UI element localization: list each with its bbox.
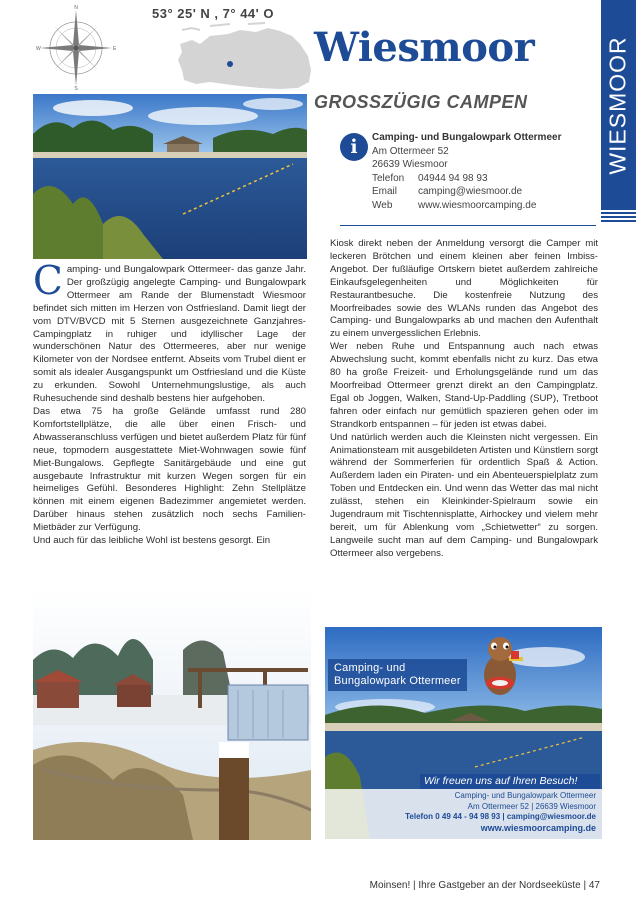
ad-address: Am Ottermeer 52 | 26639 Wiesmoor	[467, 801, 596, 811]
page-footer: Moinsen! | Ihre Gastgeber an der Nordseeküste | 47	[369, 880, 600, 891]
contact-label: Web	[372, 199, 393, 211]
article-paragraph: Das etwa 75 ha große Gelände umfasst rund 280 Komfortstellplätze, die alle über einen Frisch- und Abwasseranschluss verfügen und bietet außerdem Platz für fünf neue, topmodern ausgestattete Miet-Wohnwagen sowie fünf Miet-Bungalows. Gepflegte Sanitärgebäude und eine gut ausgebaute Infrastruktur mit kurzen Wegen sorgen für ein heimeliges Gefühl. Besonderes Highlight: Zehn Stellplätze können mit einem eigenen Badezimmer angemietet werden. Darüber hinaus stehen zusätzlich noch sechs Familien-Mietbäder zur Verfügung.	[33, 405, 306, 534]
region-map	[170, 22, 315, 90]
compass-letter-s: S	[74, 86, 78, 90]
ad-title-line: Camping- und	[334, 662, 406, 674]
page-subtitle: GROSSZÜGIG CAMPEN	[314, 92, 528, 112]
contact-label: Email	[372, 186, 398, 198]
advertisement	[325, 627, 602, 839]
article-paragraph: Wer neben Ruhe und Entspannung auch nach etwas Abwechslung sucht, kommt ebenfalls nicht zu kurz. Das etwa 80 ha große Freizeit- und Erholungsgelände rund um das Moorfreibad Ottermeer grenzt direkt an den Campingplatz. Egal ob Joggen, Walken, Stand-Up-Paddling (SUP), Tretboot fahren oder einfach nur gemütlich spazieren gehen oder im Strandkorb entspannen – für jeden ist etwas dabei.	[330, 341, 598, 430]
ad-contact	[325, 789, 602, 839]
compass-letter-n: N	[74, 5, 78, 11]
article-paragraph: Und auch für das leibliche Wohl ist bestens gesorgt. Ein	[33, 535, 271, 547]
contact-city: 26639 Wiesmoor	[372, 159, 448, 171]
article-paragraph	[33, 259, 306, 406]
winter-camp-photo	[33, 590, 311, 840]
ad-phone-email: Telefon 0 49 44 - 94 98 93 | camping@wiesmoor.de	[405, 812, 596, 821]
contact-web-link[interactable]: www.wiesmoorcamping.de	[418, 199, 537, 211]
ad-slogan: Wir freuen uns auf Ihren Besuch!	[420, 774, 600, 789]
lake-photo	[33, 94, 307, 259]
ad-title-line: Bungalowpark Ottermeer	[334, 675, 461, 687]
compass-letter-w: W	[36, 46, 41, 52]
ad-title	[328, 659, 467, 691]
article-left-column	[33, 259, 306, 548]
side-tab-label: WIESMOOR	[605, 35, 631, 175]
contact-street: Am Ottermeer 52	[372, 145, 449, 157]
article-paragraph: Kiosk direkt neben der Anmeldung versorgt die Camper mit leckeren Brötchen und einem kleinen aber feinen Imbiss-Angebot. Der fußläufige Ortskern bietet außerdem zahlreiche Einkaufsgelegenheiten und Möglichkeiten für Restaurantbesuche. Die kostenfreie Nutzung des Moorfreibades sowie des WLANs runden das Angebot des Camping- und Bungalowparks ab und machen den Aufenthalt zu einem unvergesslichen Erlebnis.	[330, 238, 598, 340]
side-stripes	[601, 212, 636, 226]
side-tab-label-wrap	[601, 0, 636, 210]
contact-label: Telefon	[372, 172, 405, 184]
coordinates: 53° 25' N , 7° 44' O	[152, 6, 274, 21]
page-title: Wiesmoor	[314, 24, 535, 71]
compass-letter-e: E	[113, 46, 117, 52]
divider	[340, 225, 596, 226]
contact-name: Camping- und Bungalowpark Ottermeer	[372, 132, 562, 143]
article-paragraph: Und natürlich werden auch die Kleinsten nicht vergessen. Ein Animationsteam mit ausgebildeten Artisten und Künstlern sorgt während der Sommerferien für ordentlich Spaß & Action. Außerdem laden ein Piraten- und ein Abenteuerspielplatz zum Toben und Entdecken ein. Und wenn das Wetter das mal nicht zulässt, stehen ein Kleinkinder-Spielraum sowie ein Jugendraum mit Tischtennisplatte, Airhockey und vielem mehr bereit, um für Ablenkung vom „Schietwetter“ zu sorgen. Langweile sucht man auf dem Camping- und Bungalowpark Ottermeer also vergebens.	[330, 431, 598, 559]
contact-row-phone	[372, 172, 602, 186]
ad-name: Camping- und Bungalowpark Ottermeer	[454, 791, 596, 800]
article-right-column	[330, 238, 598, 561]
contact-row-web	[372, 199, 602, 213]
contact-row-email	[372, 185, 602, 199]
drop-cap: C	[33, 259, 63, 304]
paragraph-text: amping- und Bungalowpark Ottermeer- das ganze Jahr. Der großzügig angelegte Camping- und Bungalowpark Ottermeer am Rande der Blumenstadt Wiesmoor befindet sich mitten im Herzen von Ostfriesland. Damit liegt der vom DTV/BVCD mit 5 Sternen ausgezeichnete Ganzjahres-Campingplatz in ruhiger und idyllischer Lage der wunderschönen Natur des Ottermeeres, aber nur wenige Kilometer von der Nordsee entfernt. Abseits vom Trubel dient er somit als idealer Ausgangspunkt um Ostfriesland und die Küste zu erkunden. Sowohl Unternehmungslustige, als auch Ruhesuchende sind deshalb bestens hier aufgehoben.	[33, 264, 306, 405]
contact-phone[interactable]: 04944 94 98 93	[418, 172, 488, 184]
contact-info	[372, 131, 602, 213]
contact-email-link[interactable]: camping@wiesmoor.de	[418, 186, 523, 198]
compass-rose-icon	[34, 4, 118, 90]
info-icon: i	[340, 133, 368, 161]
ad-web-link[interactable]: www.wiesmoorcamping.de	[480, 822, 596, 833]
